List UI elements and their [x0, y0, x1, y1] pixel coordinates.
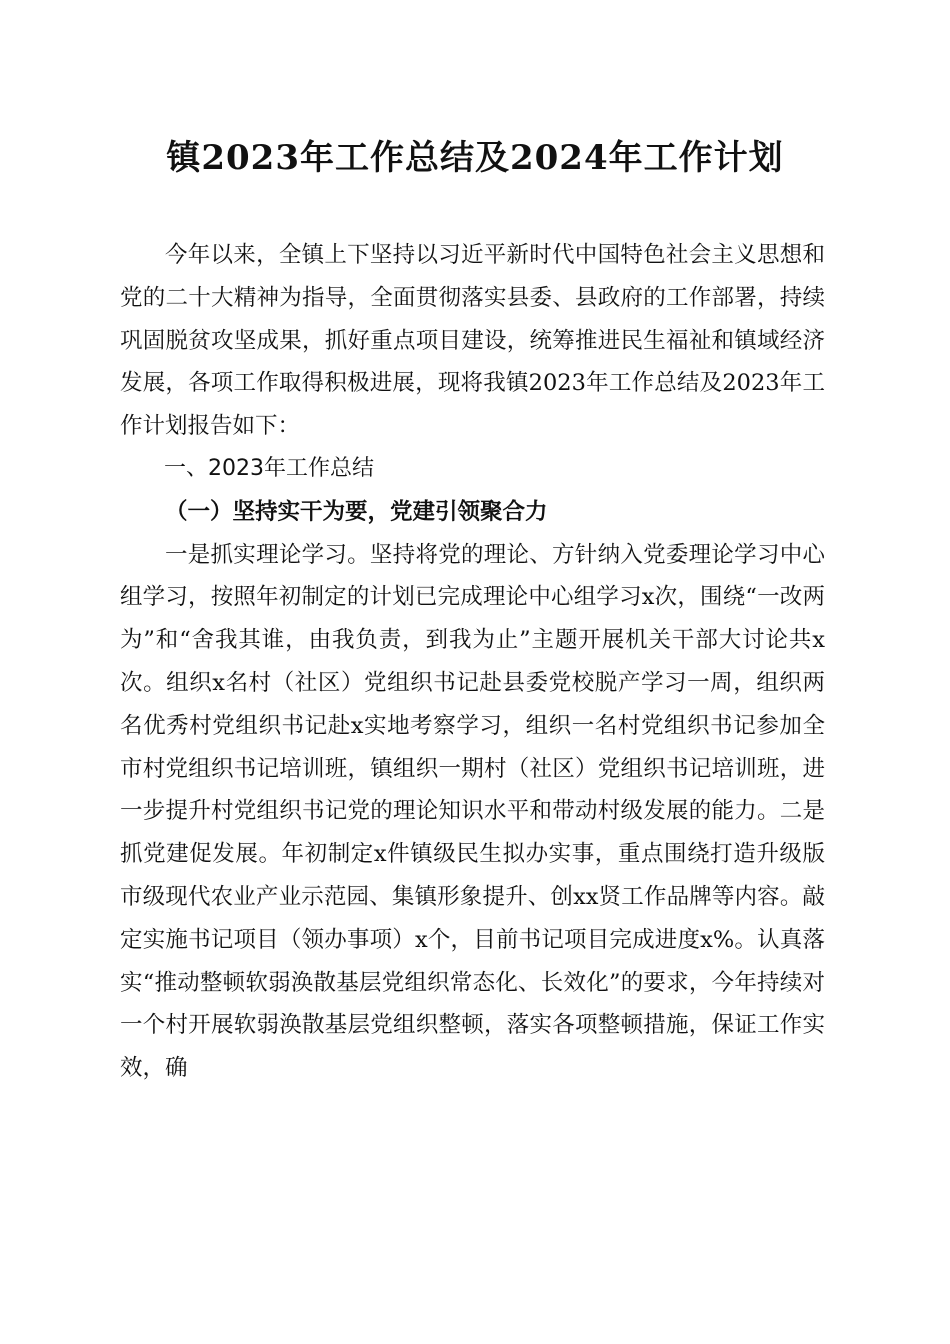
intro-paragraph: 今年以来，全镇上下坚持以习近平新时代中国特色社会主义思想和党的二十大精神为指导，全面贯彻落实县委、县政府的工作部署，持续巩固脱贫攻坚成果，抓好重点项目建设，统筹推进民生福祉和镇域经济发展，各项工作取得积极进展，现将我镇2023年工作总结及2023年工作计划报告如下：	[120, 242, 825, 440]
body-paragraph: 一是抓实理论学习。坚持将党的理论、方针纳入党委理论学习中心组学习，按照年初制定的计划已完成理论中心组学习x次，围绕“一改两为”和“舍我其谁，由我负责，到我为止”主题开展机关干部大讨论共x次。组织x名村（社区）党组织书记赴县委党校脱产学习一周，组织两名优秀村党组织书记赴x实地考察学习，组织一名村党组织书记参加全市村党组织书记培训班，镇组织一期村（社区）党组织书记培训班，进一步提升村党组织书记党的理论知识水平和带动村级发展的能力。二是抓党建促发展。年初制定x件镇级民生拟办实事，重点围绕打造升级版市级现代农业产业示范园、集镇形象提升、创xx贤工作品牌等内容。敲定实施书记项目（领办事项）x个，目前书记项目完成进度x%。认真落实“推动整顿软弱涣散基层党组织常态化、长效化”的要求，今年持续对一个村开展软弱涣散基层党组织整顿，落实各项整顿措施，保证工作实效，确	[120, 541, 825, 1082]
document-title: 镇2023年工作总结及2024年工作计划	[166, 138, 784, 178]
document-body	[120, 234, 825, 1090]
section-heading: 一、2023年工作总结	[164, 455, 374, 481]
subsection-heading: （一）坚持实干为要，党建引领聚合力	[165, 498, 548, 525]
